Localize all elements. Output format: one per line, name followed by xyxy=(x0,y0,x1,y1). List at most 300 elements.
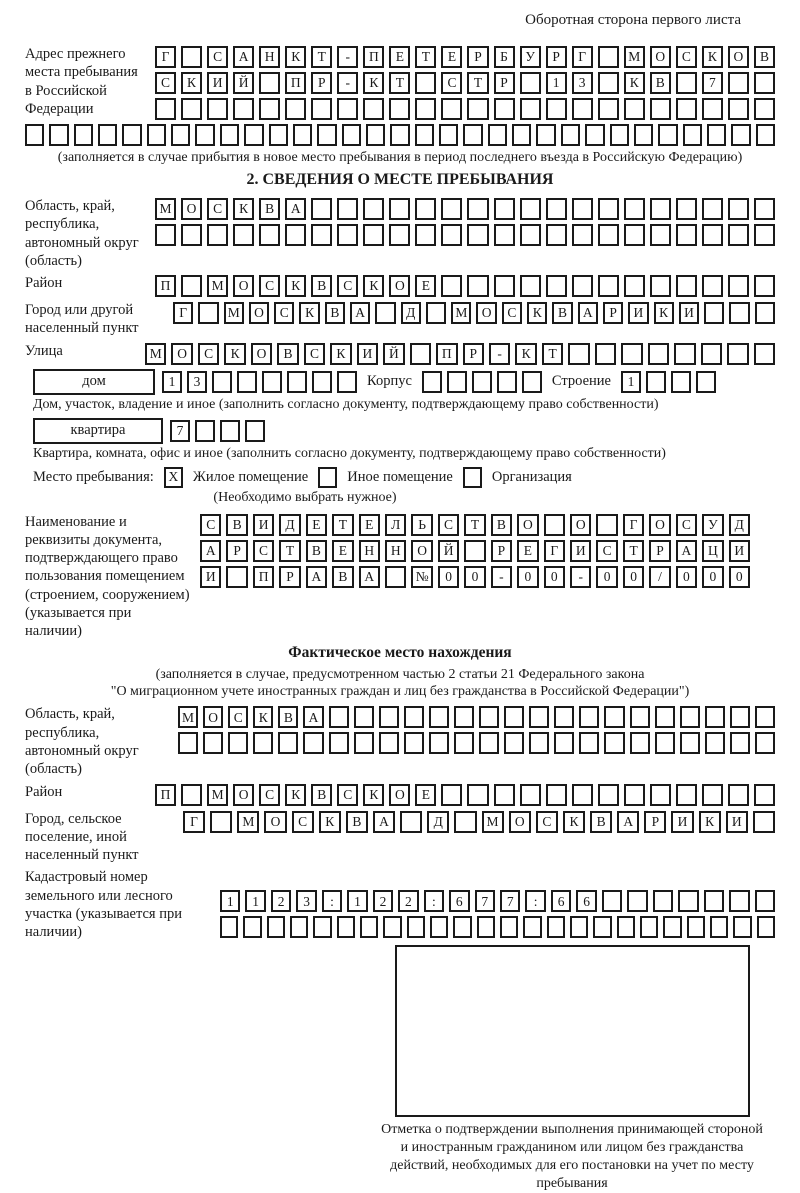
char-cell[interactable]: С xyxy=(274,302,294,324)
char-cell[interactable] xyxy=(733,916,751,938)
char-cell[interactable] xyxy=(203,732,223,754)
char-cell[interactable] xyxy=(671,371,691,393)
char-cell[interactable] xyxy=(546,98,567,120)
char-cell[interactable]: В xyxy=(491,514,512,536)
char-cell[interactable]: С xyxy=(200,514,221,536)
char-cell[interactable]: Т xyxy=(623,540,644,562)
char-cell[interactable]: 1 xyxy=(347,890,367,912)
char-cell[interactable]: 6 xyxy=(551,890,571,912)
char-cell[interactable]: П xyxy=(155,784,176,806)
char-cell[interactable] xyxy=(646,371,666,393)
char-cell[interactable]: С xyxy=(292,811,314,833)
char-cell[interactable] xyxy=(593,916,611,938)
char-cell[interactable]: В xyxy=(226,514,247,536)
char-cell[interactable] xyxy=(707,124,726,146)
char-cell[interactable] xyxy=(621,343,642,365)
char-cell[interactable] xyxy=(285,224,306,246)
char-cell[interactable]: У xyxy=(520,46,541,68)
char-cell[interactable]: С xyxy=(259,275,280,297)
char-cell[interactable] xyxy=(570,916,588,938)
char-cell[interactable]: К xyxy=(624,72,645,94)
char-cell[interactable]: А xyxy=(373,811,395,833)
char-cell[interactable] xyxy=(754,98,775,120)
char-cell[interactable]: С xyxy=(228,706,248,728)
char-cell[interactable] xyxy=(181,98,202,120)
char-cell[interactable] xyxy=(585,124,604,146)
char-cell[interactable]: О xyxy=(264,811,286,833)
char-cell[interactable]: В xyxy=(552,302,572,324)
char-cell[interactable]: Г xyxy=(183,811,205,833)
char-cell[interactable]: И xyxy=(679,302,699,324)
char-cell[interactable] xyxy=(379,706,399,728)
char-cell[interactable] xyxy=(627,890,647,912)
char-cell[interactable]: 0 xyxy=(676,566,697,588)
char-cell[interactable]: О xyxy=(233,784,254,806)
char-cell[interactable] xyxy=(547,916,565,938)
char-cell[interactable]: В xyxy=(311,784,332,806)
char-cell[interactable]: К xyxy=(299,302,319,324)
char-cell[interactable]: И xyxy=(726,811,748,833)
char-cell[interactable]: И xyxy=(628,302,648,324)
char-cell[interactable]: Т xyxy=(415,46,436,68)
char-cell[interactable] xyxy=(731,124,750,146)
char-cell[interactable] xyxy=(441,784,462,806)
char-cell[interactable] xyxy=(441,224,462,246)
char-cell[interactable]: К xyxy=(285,784,306,806)
char-cell[interactable]: Р xyxy=(467,46,488,68)
char-cell[interactable] xyxy=(754,224,775,246)
char-cell[interactable] xyxy=(705,706,725,728)
char-cell[interactable]: В xyxy=(590,811,612,833)
char-cell[interactable]: А xyxy=(359,566,380,588)
char-cell[interactable] xyxy=(617,916,635,938)
char-cell[interactable] xyxy=(467,198,488,220)
char-cell[interactable] xyxy=(262,371,282,393)
char-cell[interactable] xyxy=(598,198,619,220)
char-cell[interactable]: В xyxy=(325,302,345,324)
char-cell[interactable] xyxy=(49,124,68,146)
char-cell[interactable] xyxy=(595,343,616,365)
char-cell[interactable]: - xyxy=(337,72,358,94)
char-cell[interactable]: Р xyxy=(546,46,567,68)
char-cell[interactable] xyxy=(404,706,424,728)
char-cell[interactable]: О xyxy=(203,706,223,728)
char-cell[interactable] xyxy=(479,706,499,728)
char-cell[interactable]: 0 xyxy=(438,566,459,588)
char-cell[interactable]: Т xyxy=(542,343,563,365)
char-cell[interactable]: М xyxy=(482,811,504,833)
char-cell[interactable]: М xyxy=(207,784,228,806)
char-cell[interactable]: Р xyxy=(491,540,512,562)
char-cell[interactable] xyxy=(237,371,257,393)
char-cell[interactable] xyxy=(676,72,697,94)
char-cell[interactable]: - xyxy=(337,46,358,68)
char-cell[interactable]: С xyxy=(207,198,228,220)
char-cell[interactable] xyxy=(702,784,723,806)
char-cell[interactable] xyxy=(728,72,749,94)
char-cell[interactable] xyxy=(494,224,515,246)
char-cell[interactable]: К xyxy=(515,343,536,365)
char-cell[interactable]: Р xyxy=(494,72,515,94)
char-cell[interactable] xyxy=(598,72,619,94)
char-cell[interactable] xyxy=(676,224,697,246)
char-cell[interactable] xyxy=(536,124,555,146)
char-cell[interactable] xyxy=(389,98,410,120)
char-cell[interactable] xyxy=(554,706,574,728)
char-cell[interactable] xyxy=(598,224,619,246)
char-cell[interactable] xyxy=(572,98,593,120)
char-cell[interactable]: В xyxy=(332,566,353,588)
char-cell[interactable] xyxy=(354,732,374,754)
char-cell[interactable] xyxy=(312,371,332,393)
char-cell[interactable] xyxy=(253,732,273,754)
char-cell[interactable]: Т xyxy=(389,72,410,94)
char-cell[interactable] xyxy=(655,706,675,728)
char-cell[interactable] xyxy=(624,198,645,220)
char-cell[interactable]: Е xyxy=(441,46,462,68)
char-cell[interactable] xyxy=(630,732,650,754)
char-cell[interactable]: К xyxy=(285,46,306,68)
char-cell[interactable] xyxy=(650,98,671,120)
char-cell[interactable] xyxy=(568,343,589,365)
char-cell[interactable] xyxy=(415,224,436,246)
char-cell[interactable]: 7 xyxy=(475,890,495,912)
char-cell[interactable] xyxy=(463,124,482,146)
char-cell[interactable]: С xyxy=(198,343,219,365)
char-cell[interactable] xyxy=(293,124,312,146)
char-cell[interactable] xyxy=(680,706,700,728)
char-cell[interactable] xyxy=(520,198,541,220)
char-cell[interactable] xyxy=(753,811,775,833)
char-cell[interactable] xyxy=(207,98,228,120)
char-cell[interactable]: А xyxy=(676,540,697,562)
char-cell[interactable]: Р xyxy=(603,302,623,324)
char-cell[interactable] xyxy=(710,916,728,938)
char-cell[interactable] xyxy=(757,916,775,938)
char-cell[interactable]: И xyxy=(671,811,693,833)
char-cell[interactable] xyxy=(285,98,306,120)
char-cell[interactable]: К xyxy=(253,706,273,728)
char-cell[interactable]: О xyxy=(171,343,192,365)
char-cell[interactable] xyxy=(663,916,681,938)
char-cell[interactable]: Г xyxy=(544,540,565,562)
char-cell[interactable]: Ц xyxy=(702,540,723,562)
char-cell[interactable] xyxy=(467,784,488,806)
char-cell[interactable]: Е xyxy=(415,275,436,297)
char-cell[interactable]: Г xyxy=(572,46,593,68)
char-cell[interactable] xyxy=(210,811,232,833)
char-cell[interactable] xyxy=(181,275,202,297)
char-cell[interactable] xyxy=(520,275,541,297)
char-cell[interactable] xyxy=(415,98,436,120)
char-cell[interactable] xyxy=(704,890,724,912)
char-cell[interactable] xyxy=(454,732,474,754)
char-cell[interactable]: 2 xyxy=(271,890,291,912)
char-cell[interactable]: 3 xyxy=(572,72,593,94)
char-cell[interactable] xyxy=(269,124,288,146)
char-cell[interactable] xyxy=(702,224,723,246)
char-cell[interactable] xyxy=(650,275,671,297)
char-cell[interactable]: П xyxy=(436,343,457,365)
char-cell[interactable]: С xyxy=(676,514,697,536)
char-cell[interactable] xyxy=(477,916,495,938)
char-cell[interactable] xyxy=(259,224,280,246)
char-cell[interactable] xyxy=(610,124,629,146)
char-cell[interactable]: 3 xyxy=(296,890,316,912)
char-cell[interactable] xyxy=(467,275,488,297)
char-cell[interactable]: Е xyxy=(332,540,353,562)
char-cell[interactable]: Г xyxy=(173,302,193,324)
char-cell[interactable] xyxy=(650,224,671,246)
char-cell[interactable] xyxy=(171,124,190,146)
char-cell[interactable]: № xyxy=(411,566,432,588)
char-cell[interactable] xyxy=(383,916,401,938)
char-cell[interactable] xyxy=(389,224,410,246)
char-cell[interactable]: А xyxy=(233,46,254,68)
char-cell[interactable] xyxy=(546,784,567,806)
char-cell[interactable]: С xyxy=(536,811,558,833)
char-cell[interactable]: В xyxy=(306,540,327,562)
char-cell[interactable]: Г xyxy=(623,514,644,536)
char-cell[interactable]: Д xyxy=(427,811,449,833)
char-cell[interactable] xyxy=(579,732,599,754)
char-cell[interactable]: У xyxy=(702,514,723,536)
char-cell[interactable]: 1 xyxy=(220,890,240,912)
char-cell[interactable] xyxy=(494,275,515,297)
char-cell[interactable]: П xyxy=(285,72,306,94)
char-cell[interactable] xyxy=(756,124,775,146)
char-cell[interactable] xyxy=(653,890,673,912)
char-cell[interactable] xyxy=(472,371,492,393)
char-cell[interactable]: Л xyxy=(385,514,406,536)
char-cell[interactable]: П xyxy=(253,566,274,588)
char-cell[interactable] xyxy=(155,98,176,120)
char-cell[interactable] xyxy=(290,916,308,938)
char-cell[interactable] xyxy=(429,732,449,754)
char-cell[interactable] xyxy=(429,706,449,728)
char-cell[interactable] xyxy=(728,275,749,297)
char-cell[interactable]: С xyxy=(502,302,522,324)
char-cell[interactable]: К xyxy=(654,302,674,324)
char-cell[interactable] xyxy=(233,98,254,120)
char-cell[interactable] xyxy=(702,98,723,120)
char-cell[interactable] xyxy=(572,275,593,297)
char-cell[interactable] xyxy=(390,124,409,146)
checkbox-other-premises[interactable] xyxy=(318,467,337,488)
char-cell[interactable]: М xyxy=(207,275,228,297)
char-cell[interactable] xyxy=(311,198,332,220)
char-cell[interactable]: Н xyxy=(359,540,380,562)
char-cell[interactable] xyxy=(729,890,749,912)
char-cell[interactable]: С xyxy=(259,784,280,806)
char-cell[interactable] xyxy=(287,371,307,393)
char-cell[interactable] xyxy=(579,706,599,728)
char-cell[interactable]: Д xyxy=(401,302,421,324)
char-cell[interactable] xyxy=(278,732,298,754)
char-cell[interactable]: М xyxy=(624,46,645,68)
char-cell[interactable]: А xyxy=(306,566,327,588)
char-cell[interactable]: И xyxy=(570,540,591,562)
char-cell[interactable] xyxy=(676,275,697,297)
char-cell[interactable] xyxy=(648,343,669,365)
char-cell[interactable]: К xyxy=(330,343,351,365)
char-cell[interactable] xyxy=(407,916,425,938)
char-cell[interactable] xyxy=(728,224,749,246)
char-cell[interactable] xyxy=(701,343,722,365)
char-cell[interactable] xyxy=(546,198,567,220)
char-cell[interactable] xyxy=(678,890,698,912)
char-cell[interactable]: А xyxy=(350,302,370,324)
char-cell[interactable]: П xyxy=(155,275,176,297)
char-cell[interactable] xyxy=(676,784,697,806)
char-cell[interactable] xyxy=(755,890,775,912)
char-cell[interactable] xyxy=(337,371,357,393)
char-cell[interactable]: 1 xyxy=(621,371,641,393)
char-cell[interactable] xyxy=(375,302,395,324)
char-cell[interactable]: 2 xyxy=(373,890,393,912)
char-cell[interactable] xyxy=(220,916,238,938)
char-cell[interactable] xyxy=(441,275,462,297)
char-cell[interactable] xyxy=(680,732,700,754)
char-cell[interactable]: - xyxy=(570,566,591,588)
char-cell[interactable]: К xyxy=(285,275,306,297)
char-cell[interactable] xyxy=(212,371,232,393)
char-cell[interactable] xyxy=(500,916,518,938)
char-cell[interactable] xyxy=(504,706,524,728)
char-cell[interactable] xyxy=(754,784,775,806)
char-cell[interactable] xyxy=(683,124,702,146)
char-cell[interactable] xyxy=(25,124,44,146)
char-cell[interactable] xyxy=(228,732,248,754)
char-cell[interactable]: Й xyxy=(383,343,404,365)
char-cell[interactable] xyxy=(658,124,677,146)
char-cell[interactable] xyxy=(313,916,331,938)
char-cell[interactable] xyxy=(755,302,775,324)
char-cell[interactable] xyxy=(337,916,355,938)
char-cell[interactable] xyxy=(729,302,749,324)
char-cell[interactable]: М xyxy=(451,302,471,324)
char-cell[interactable] xyxy=(337,98,358,120)
char-cell[interactable]: С xyxy=(253,540,274,562)
char-cell[interactable]: С xyxy=(438,514,459,536)
char-cell[interactable] xyxy=(624,98,645,120)
char-cell[interactable]: К xyxy=(363,72,384,94)
char-cell[interactable]: А xyxy=(617,811,639,833)
char-cell[interactable] xyxy=(488,124,507,146)
char-cell[interactable]: 1 xyxy=(546,72,567,94)
checkbox-residential[interactable]: X xyxy=(164,467,183,488)
char-cell[interactable]: В xyxy=(311,275,332,297)
char-cell[interactable]: 0 xyxy=(596,566,617,588)
char-cell[interactable] xyxy=(687,916,705,938)
char-cell[interactable]: П xyxy=(363,46,384,68)
char-cell[interactable] xyxy=(634,124,653,146)
char-cell[interactable] xyxy=(410,343,431,365)
char-cell[interactable] xyxy=(624,275,645,297)
char-cell[interactable]: О xyxy=(517,514,538,536)
char-cell[interactable]: - xyxy=(491,566,512,588)
char-cell[interactable] xyxy=(453,916,471,938)
char-cell[interactable]: С xyxy=(304,343,325,365)
char-cell[interactable]: С xyxy=(596,540,617,562)
char-cell[interactable]: : xyxy=(322,890,342,912)
char-cell[interactable]: Е xyxy=(359,514,380,536)
char-cell[interactable] xyxy=(181,46,202,68)
char-cell[interactable]: 0 xyxy=(729,566,750,588)
char-cell[interactable] xyxy=(329,732,349,754)
char-cell[interactable] xyxy=(447,371,467,393)
char-cell[interactable] xyxy=(650,784,671,806)
char-cell[interactable]: Е xyxy=(389,46,410,68)
char-cell[interactable] xyxy=(598,275,619,297)
char-cell[interactable]: К xyxy=(563,811,585,833)
char-cell[interactable] xyxy=(415,198,436,220)
char-cell[interactable] xyxy=(422,371,442,393)
char-cell[interactable]: М xyxy=(155,198,176,220)
char-cell[interactable]: Б xyxy=(494,46,515,68)
char-cell[interactable] xyxy=(512,124,531,146)
char-cell[interactable] xyxy=(379,732,399,754)
char-cell[interactable]: С xyxy=(337,275,358,297)
char-cell[interactable] xyxy=(74,124,93,146)
char-cell[interactable]: О xyxy=(233,275,254,297)
char-cell[interactable] xyxy=(329,706,349,728)
char-cell[interactable] xyxy=(243,916,261,938)
char-cell[interactable] xyxy=(259,72,280,94)
char-cell[interactable]: Е xyxy=(517,540,538,562)
char-cell[interactable] xyxy=(337,224,358,246)
char-cell[interactable]: Т xyxy=(332,514,353,536)
char-cell[interactable]: Р xyxy=(649,540,670,562)
char-cell[interactable] xyxy=(655,732,675,754)
char-cell[interactable]: Й xyxy=(233,72,254,94)
char-cell[interactable] xyxy=(754,275,775,297)
char-cell[interactable] xyxy=(441,198,462,220)
char-cell[interactable] xyxy=(195,124,214,146)
checkbox-organization[interactable] xyxy=(463,467,482,488)
char-cell[interactable] xyxy=(755,706,775,728)
char-cell[interactable] xyxy=(730,706,750,728)
char-cell[interactable] xyxy=(363,224,384,246)
char-cell[interactable] xyxy=(754,198,775,220)
char-cell[interactable]: 0 xyxy=(623,566,644,588)
char-cell[interactable] xyxy=(650,198,671,220)
char-cell[interactable]: О xyxy=(389,784,410,806)
char-cell[interactable]: К xyxy=(699,811,721,833)
char-cell[interactable]: Р xyxy=(226,540,247,562)
char-cell[interactable]: 0 xyxy=(464,566,485,588)
char-cell[interactable] xyxy=(529,732,549,754)
char-cell[interactable] xyxy=(147,124,166,146)
char-cell[interactable]: И xyxy=(207,72,228,94)
char-cell[interactable]: В xyxy=(277,343,298,365)
char-cell[interactable]: В xyxy=(278,706,298,728)
char-cell[interactable] xyxy=(233,224,254,246)
char-cell[interactable]: 6 xyxy=(449,890,469,912)
char-cell[interactable]: 6 xyxy=(576,890,596,912)
char-cell[interactable]: К xyxy=(702,46,723,68)
char-cell[interactable]: Г xyxy=(155,46,176,68)
char-cell[interactable] xyxy=(454,706,474,728)
char-cell[interactable]: / xyxy=(649,566,670,588)
char-cell[interactable] xyxy=(520,72,541,94)
char-cell[interactable]: С xyxy=(207,46,228,68)
char-cell[interactable] xyxy=(467,224,488,246)
char-cell[interactable]: О xyxy=(411,540,432,562)
char-cell[interactable]: А xyxy=(200,540,221,562)
char-cell[interactable] xyxy=(561,124,580,146)
char-cell[interactable] xyxy=(602,890,622,912)
